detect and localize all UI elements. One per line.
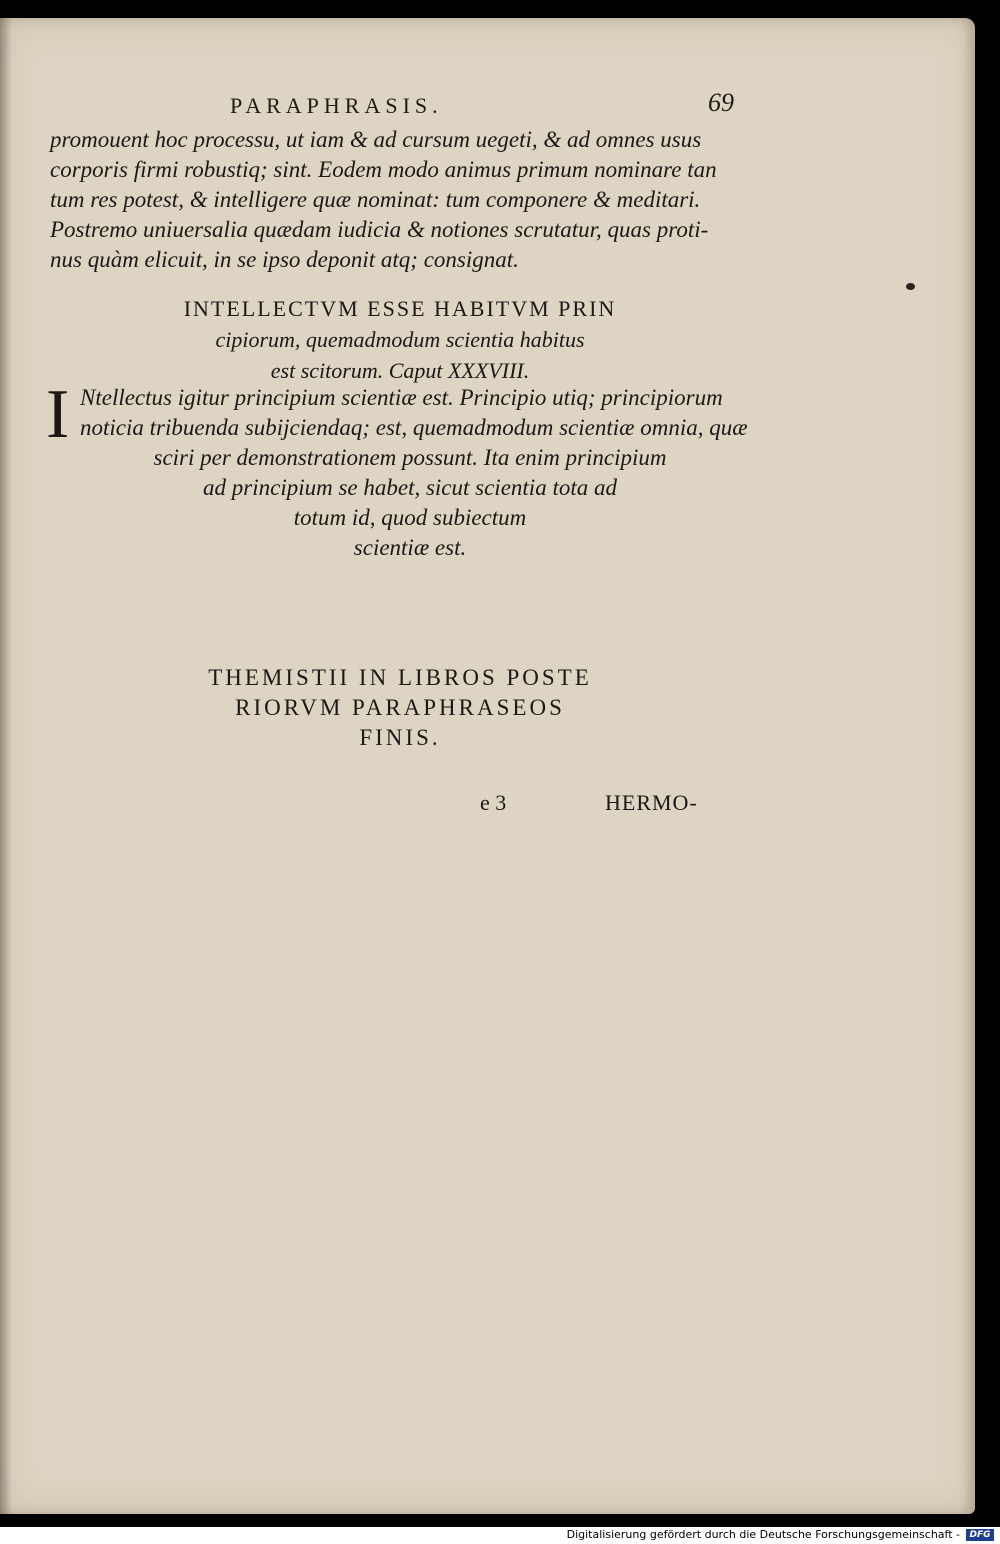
footer-text: Digitalisierung gefördert durch die Deutsche Forschungsgemeinschaft - [566, 1528, 960, 1541]
running-head: PARAPHRASIS. [230, 93, 443, 118]
dfg-logo-icon: DFG [966, 1529, 994, 1541]
text-line: corporis firmi robustiq; sint. Eodem modo animus primum nominare tan [50, 157, 717, 182]
text-line: totum id, quod subiectum [293, 505, 527, 530]
colophon-line: THEMISTII IN LIBROS POSTE [208, 665, 592, 690]
paragraph-1 [50, 125, 770, 275]
book-page [0, 18, 975, 1514]
chapter-heading [60, 293, 740, 386]
text-line: Postremo uniuersalia quædam iudicia & notiones scrutatur, quas proti- [50, 217, 709, 242]
drop-capital: I [46, 376, 70, 453]
text-line: noticia tribuenda subijciendaq; est, quemadmodum scientiæ omnia, quæ [80, 415, 748, 440]
text-line: sciri per demonstrationem possunt. Ita enim principium [153, 445, 667, 470]
text-line: tum res potest, & intelligere quæ nominat: tum componere & meditari. [50, 187, 701, 212]
footer-bar [0, 1527, 1000, 1544]
text-line: nus quàm elicuit, in se ipso deponit atq; consignat. [50, 247, 519, 272]
catchword: HERMO- [605, 790, 698, 815]
ink-spot [906, 283, 915, 290]
chapter-heading-line: est scitorum. Caput XXXVIII. [270, 358, 530, 383]
paragraph-2 [50, 383, 770, 563]
text-line: Ntellectus igitur principium scientiæ est. Principio utiq; principiorum [80, 385, 723, 410]
colophon-line: RIORVM PARAPHRASEOS [235, 695, 565, 720]
chapter-heading-line: cipiorum, quemadmodum scientia habitus [215, 327, 585, 352]
text-line: scientiæ est. [353, 535, 467, 560]
signature-mark: e 3 [480, 790, 507, 815]
page-number: 69 [708, 88, 734, 117]
text-line: ad principium se habet, sicut scientia tota ad [203, 475, 617, 500]
colophon-line: FINIS. [359, 725, 441, 750]
colophon [80, 663, 720, 753]
chapter-heading-line: INTELLECTVM ESSE HABITVM PRIN [183, 296, 617, 321]
text-line: promouent hoc processu, ut iam & ad cursum uegeti, & ad omnes usus [50, 127, 702, 152]
